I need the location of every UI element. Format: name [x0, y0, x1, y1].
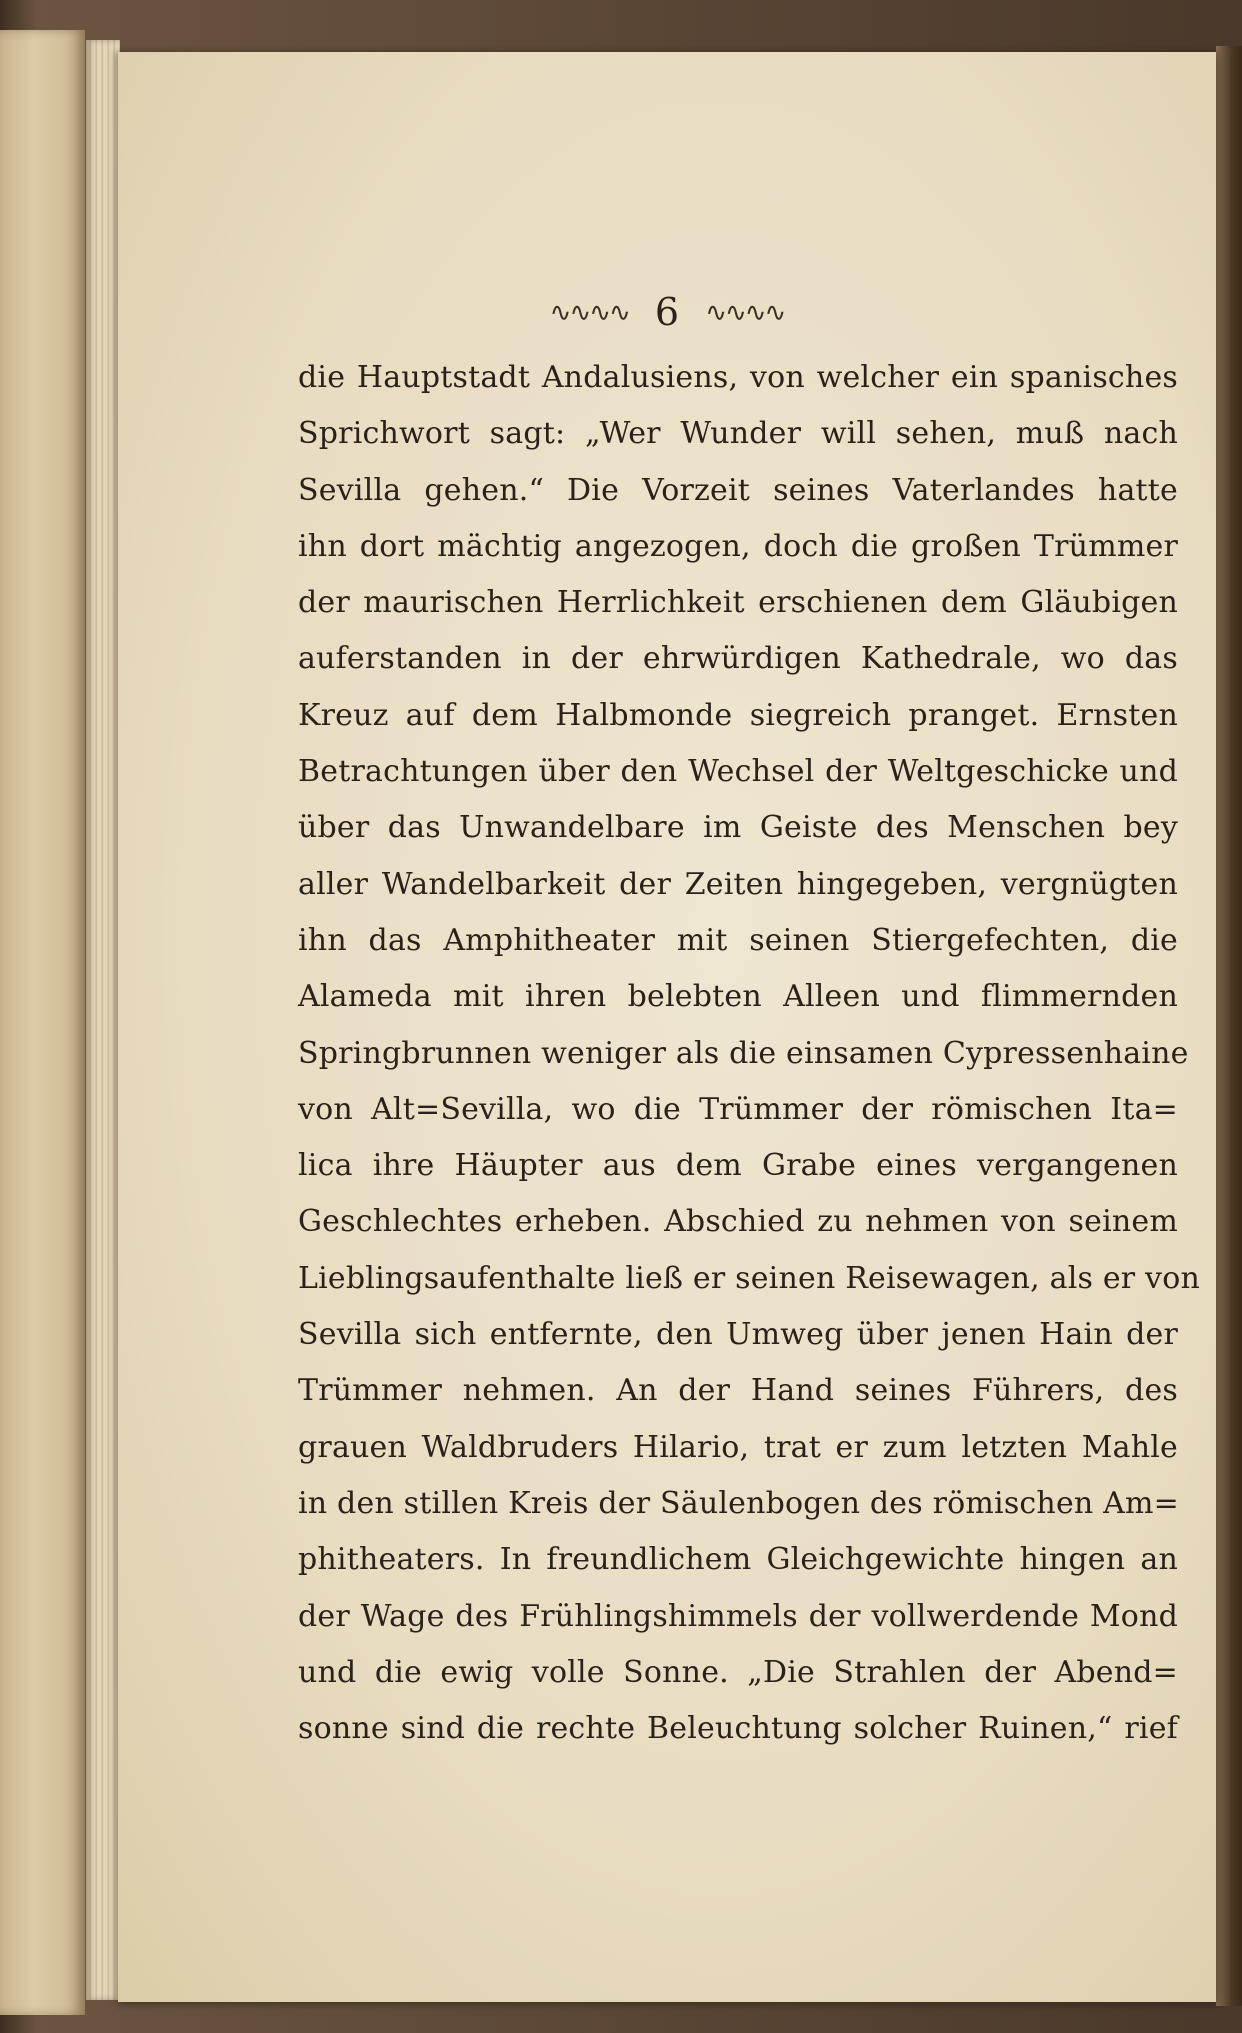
text-line: grauen Waldbruders Hilario, trat er zum letzten Mahle [298, 1429, 1178, 1465]
text-line: ihn das Amphitheater mit seinen Stiergefechten, die [298, 922, 1178, 958]
text-line: ihn dort mächtig angezogen, doch die großen Trümmer [298, 528, 1178, 564]
text-line: Trümmer nehmen. An der Hand seines Führers, des [298, 1373, 1178, 1409]
text-line: Lieblingsaufenthalte ließ er seinen Reisewagen, als er von [298, 1260, 1200, 1296]
text-line: Sevilla sich entfernte, den Umweg über jenen Hain der [298, 1317, 1178, 1353]
text-line: über das Unwandelbare im Geiste des Menschen bey [298, 810, 1178, 846]
ornament-right-icon: ∿∿∿∿ [705, 298, 785, 328]
text-line: die Hauptstadt Andalusiens, von welcher ein spanisches [298, 360, 1178, 395]
text-line: in den stillen Kreis der Säulenbogen des römischen Am= [298, 1485, 1180, 1521]
page-header [118, 290, 1216, 334]
book-cover-edge [1216, 46, 1242, 2006]
book-page [118, 52, 1216, 2002]
ornament-left-icon: ∿∿∿∿ [549, 298, 629, 328]
text-line: Sprichwort sagt: „Wer Wunder will sehen, muß nach [298, 416, 1178, 452]
text-line: lica ihre Häupter aus dem Grabe eines vergangenen [298, 1148, 1178, 1184]
text-line: aller Wandelbarkeit der Zeiten hingegeben, vergnügten [298, 866, 1178, 902]
text-line: phitheaters. In freundlichem Gleichgewichte hingen an [298, 1542, 1178, 1578]
left-page-edge [0, 30, 85, 2015]
text-line: der Wage des Frühlingshimmels der vollwerdende Mond [298, 1598, 1178, 1634]
text-line: von Alt=Sevilla, wo die Trümmer der römischen Ita= [298, 1091, 1178, 1127]
text-line: Kreuz auf dem Halbmonde siegreich pranget. Ernsten [298, 697, 1178, 733]
text-line: Betrachtungen über den Wechsel der Weltgeschicke und [298, 754, 1178, 790]
text-line: Alameda mit ihren belebten Alleen und flimmernden [298, 979, 1178, 1015]
text-line: Springbrunnen weniger als die einsamen Cypressenhaine [298, 1035, 1189, 1071]
text-line: Sevilla gehen.“ Die Vorzeit seines Vaterlandes hatte [298, 472, 1178, 508]
text-line: und die ewig volle Sonne. „Die Strahlen der Abend= [298, 1654, 1178, 1690]
text-line: Geschlechtes erheben. Abschied zu nehmen von seinem [298, 1204, 1178, 1240]
text-line: der maurischen Herrlichkeit erschienen dem Gläubigen [298, 585, 1178, 621]
body-text [298, 350, 1200, 1757]
text-line: sonne sind die rechte Beleuchtung solcher Ruinen,“ rief [298, 1711, 1178, 1747]
text-line: auferstanden in der ehrwürdigen Kathedrale, wo das [298, 641, 1178, 677]
page-number: 6 [654, 290, 680, 334]
page-stack-edges [86, 40, 120, 2000]
